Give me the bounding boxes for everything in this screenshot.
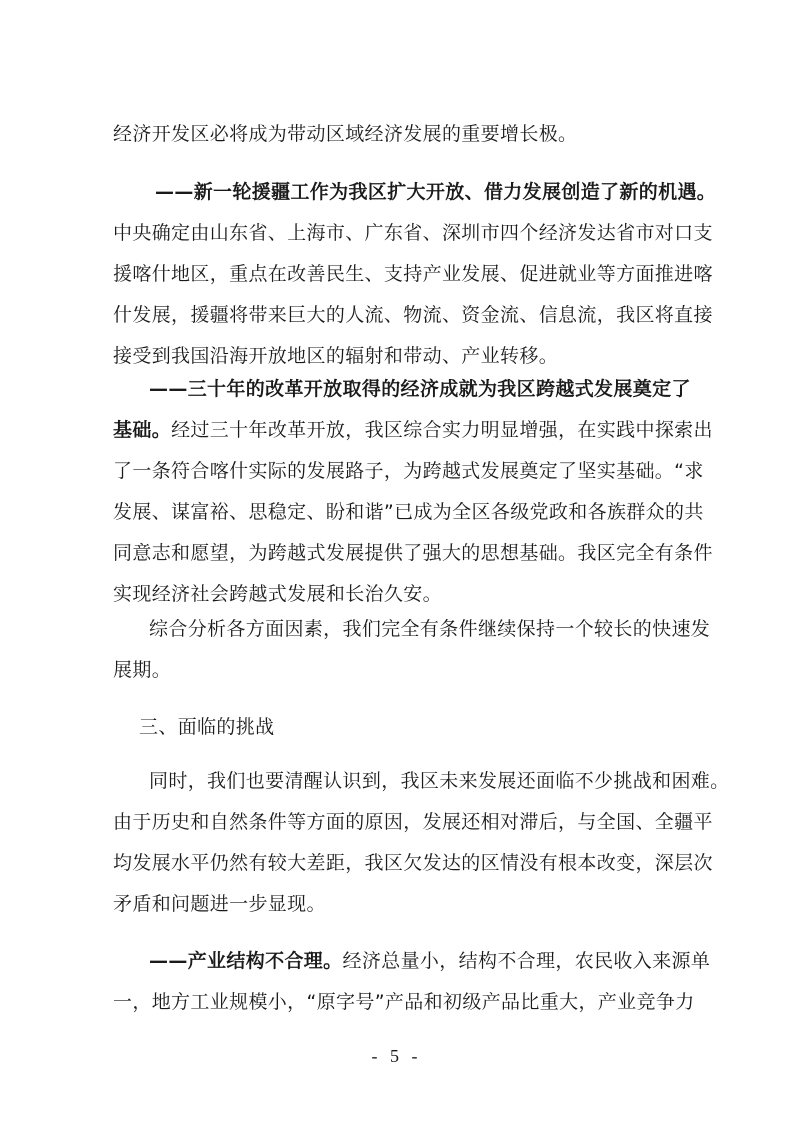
text-line: [113, 262, 713, 286]
body-line-text: 中央确定由山东省、上海市、广东省、深圳市四个经济发达省市对口支: [113, 222, 713, 244]
text-line: [113, 418, 713, 442]
body-line-text: 由于历史和自然条件等方面的原因，发展还相对滞后，与全国、全疆平: [113, 811, 713, 833]
body-line-text: 综合分析各方面因素，我们完全有条件继续保持一个较长的快速发: [149, 618, 711, 640]
bold-heading-text: ——新一轮援疆工作为我区扩大开放、借力发展创造了新的机遇。: [155, 181, 717, 203]
body-line-text: 矛盾和问题进一步显现。: [113, 893, 326, 915]
text-line: [113, 658, 693, 682]
text-line: [113, 303, 713, 327]
body-line-text: 了一条符合喀什实际的发展路子，为跨越式发展奠定了坚实基础。“求: [113, 460, 704, 482]
text-line: [113, 810, 713, 834]
text-line: [149, 617, 729, 641]
text-line: [113, 500, 704, 524]
text-line: [113, 990, 693, 1014]
text-line: [113, 122, 693, 146]
body-line-text: 实现经济社会跨越式发展和长治久安。: [113, 583, 442, 605]
body-line-text: 什发展，援疆将带来巨大的人流、物流、资金流、信息流，我区将直接: [113, 304, 713, 326]
text-line: [113, 344, 693, 368]
body-line-text: 经济总量小，结构不合理，农民收入来源单: [342, 950, 711, 972]
body-line-text: 同时，我们也要清醒认识到，我区未来发展还面临不少挑战和困难。: [149, 770, 730, 792]
text-line: [139, 715, 719, 739]
body-line-text: 均发展水平仍然有较大差距，我区欠发达的区情没有根本改变，深层次: [113, 852, 713, 874]
text-line: [113, 892, 693, 916]
text-line: [113, 541, 713, 565]
body-line-text: 接受到我国沿海开放地区的辐射和带动、产业转移。: [113, 345, 559, 367]
text-line: [149, 949, 729, 973]
text-line: [113, 582, 693, 606]
text-line: [113, 221, 713, 245]
body-line-text: 援喀什地区，重点在改善民生、支持产业发展、促进就业等方面推进喀: [113, 263, 713, 285]
bold-heading-text: ——产业结构不合理。: [149, 950, 343, 972]
page-number: - 5 -: [371, 1046, 422, 1066]
body-line-text: 经济开发区必将成为带动区域经济发展的重要增长极。: [113, 123, 578, 145]
text-line: [149, 377, 729, 401]
body-line-text: 发展、谋富裕、思稳定、盼和谐”已成为全区各级党政和各族群众的共: [113, 501, 704, 523]
body-line-text: 经过三十年改革开放，我区综合实力明显增强，在实践中探索出: [171, 419, 713, 441]
text-line: [149, 769, 729, 793]
body-line-text: 展期。: [113, 659, 172, 681]
text-line: [155, 180, 735, 204]
bold-heading-text: 基础。: [113, 419, 172, 441]
body-line-text: 一，地方工业规模小，“原字号”产品和初级产品比重大，产业竞争力: [113, 991, 695, 1013]
text-line: [113, 851, 713, 875]
body-line-text: 三、面临的挑战: [139, 716, 275, 738]
text-line: [113, 459, 704, 483]
body-line-text: 同意志和愿望，为跨越式发展提供了强大的思想基础。我区完全有条件: [113, 542, 713, 564]
bold-heading-text: ——三十年的改革开放取得的经济成就为我区跨越式发展奠定了: [149, 378, 691, 400]
